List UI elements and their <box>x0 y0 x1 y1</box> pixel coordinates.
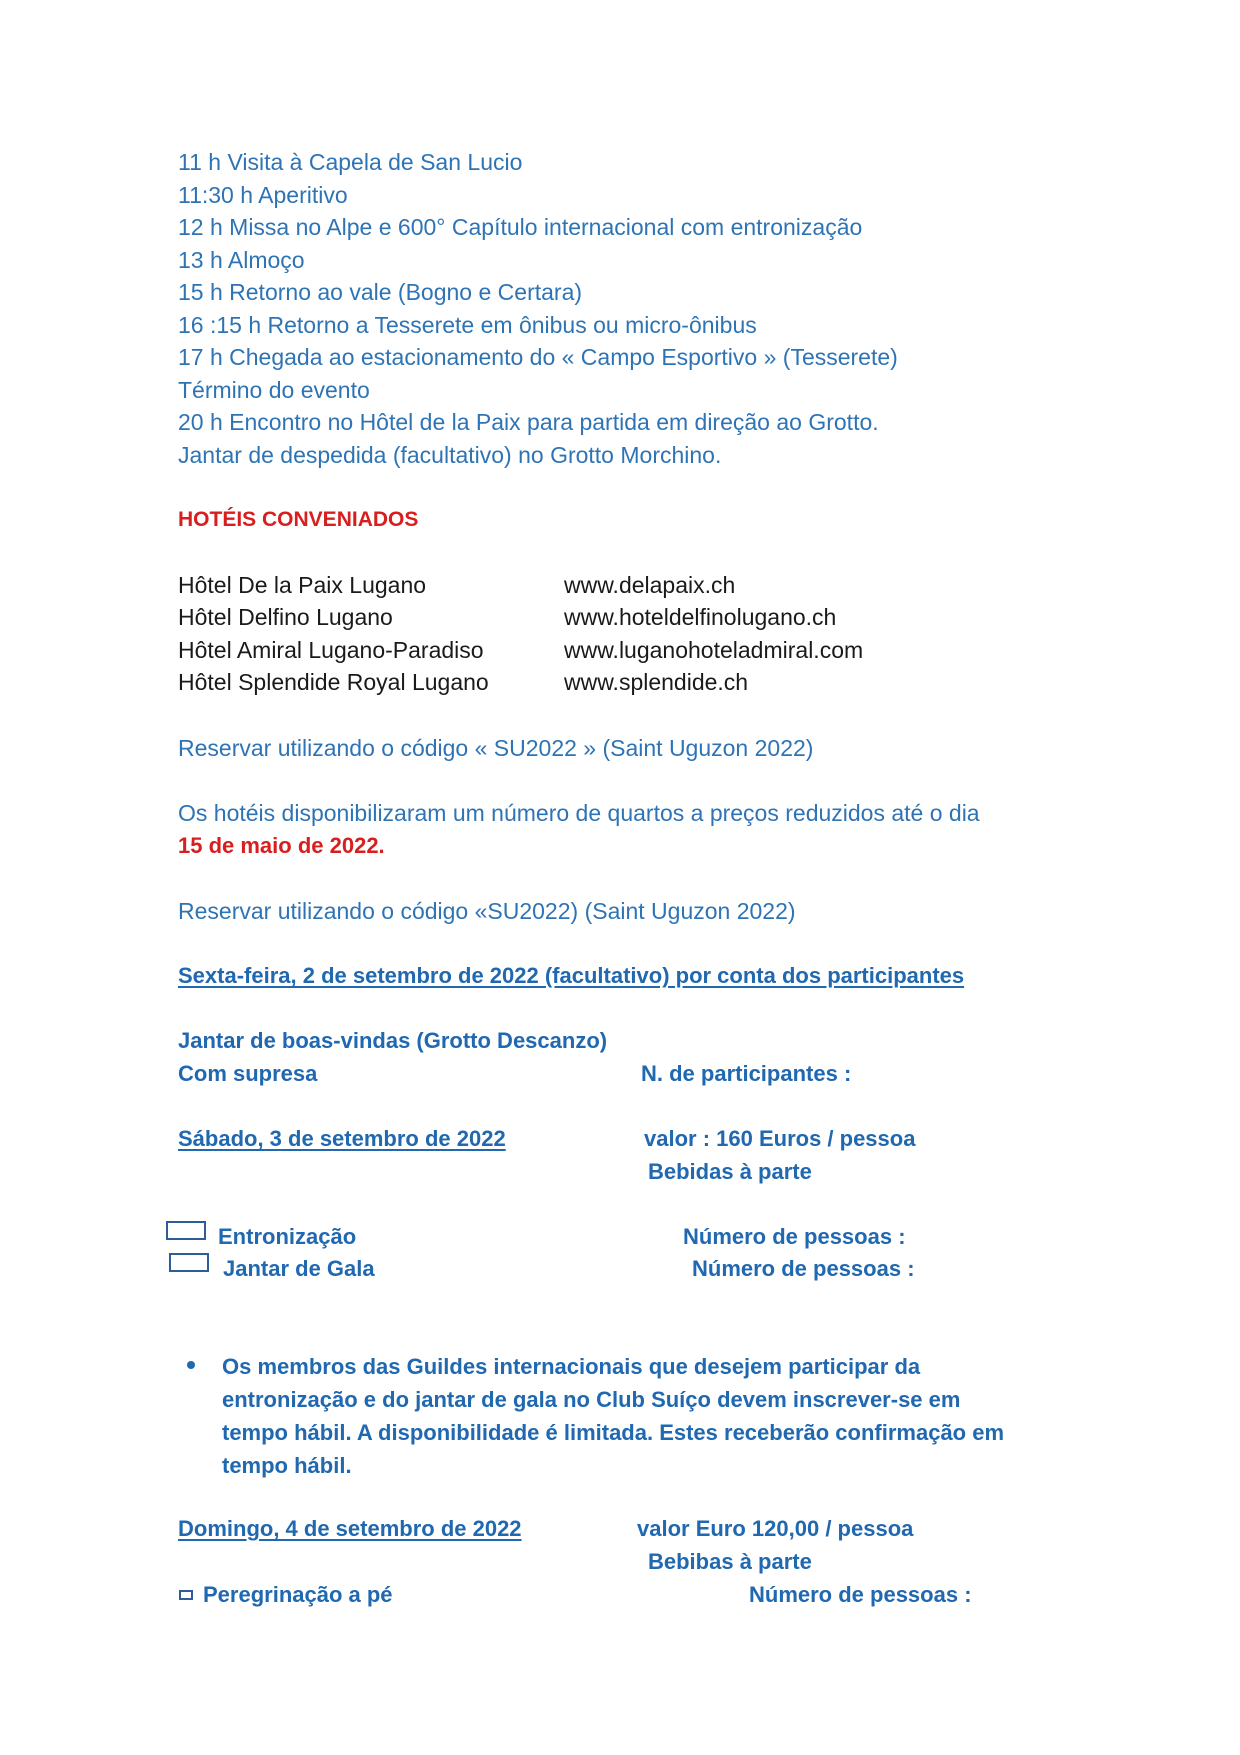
saturday-price: valor : 160 Euros / pessoa <box>644 1126 916 1151</box>
welcome-dinner-label: Jantar de boas-vindas (Grotto Descanzo) <box>178 1028 608 1053</box>
hotel-name: Hôtel Delfino Lugano <box>178 604 393 630</box>
surprise-label: Com supresa <box>178 1061 318 1086</box>
pilgrimage-label: Peregrinação a pé <box>203 1582 393 1607</box>
enthronement-checkbox[interactable] <box>166 1221 206 1240</box>
sunday-drinks-note: Bebibas à parte <box>648 1549 812 1574</box>
hotels-heading: HOTÉIS CONVENIADOS <box>178 508 419 531</box>
schedule-item: 17 h Chegada ao estacionamento do « Campo Esportivo » (Tesserete) <box>178 344 898 370</box>
hotel-name: Hôtel Amiral Lugano-Paradiso <box>178 637 484 663</box>
availability-date: 15 de maio de 2022. <box>178 833 385 858</box>
schedule-item: 12 h Missa no Alpe e 600° Capítulo internacional com entronização <box>178 214 863 240</box>
schedule-item: 13 h Almoço <box>178 247 305 273</box>
friday-heading: Sexta-feira, 2 de setembro de 2022 (facultativo) por conta dos participantes <box>178 963 965 988</box>
hotel-url[interactable]: www.delapaix.ch <box>564 572 736 598</box>
saturday-heading: Sábado, 3 de setembro de 2022 <box>178 1126 506 1151</box>
enthronement-count-label: Número de pessoas : <box>683 1224 906 1249</box>
gala-dinner-count-label: Número de pessoas : <box>692 1256 915 1281</box>
hotel-url[interactable]: www.luganohoteladmiral.com <box>564 637 864 663</box>
gala-dinner-checkbox[interactable] <box>169 1253 209 1272</box>
hotel-name: Hôtel Splendide Royal Lugano <box>178 669 489 695</box>
gala-dinner-label: Jantar de Gala <box>223 1256 375 1281</box>
pilgrimage-count-label: Número de pessoas : <box>749 1582 972 1607</box>
schedule-item: 11:30 h Aperitivo <box>178 182 348 208</box>
sunday-price: valor Euro 120,00 / pessoa <box>637 1516 914 1541</box>
schedule-item: 15 h Retorno ao vale (Bogno e Certara) <box>178 279 583 305</box>
schedule-item: Término do evento <box>178 377 370 403</box>
enthronement-label: Entronização <box>218 1224 357 1249</box>
sunday-heading: Domingo, 4 de setembro de 2022 <box>178 1516 522 1541</box>
reserve-code-note-2: Reservar utilizando o código «SU2022) (Saint Uguzon 2022) <box>178 898 796 924</box>
schedule-item: 16 :15 h Retorno a Tesserete em ônibus ou micro-ônibus <box>178 312 757 338</box>
pilgrimage-checkbox[interactable] <box>179 1590 193 1600</box>
availability-text: Os hotéis disponibilizaram um número de quartos a preços reduzidos até o dia <box>178 800 980 826</box>
schedule-item: 20 h Encontro no Hôtel de la Paix para partida em direção ao Grotto. <box>178 409 879 435</box>
schedule-item: 11 h Visita à Capela de San Lucio <box>178 149 523 175</box>
hotel-url[interactable]: www.hoteldelfinolugano.ch <box>564 604 837 630</box>
reserve-code-note: Reservar utilizando o código « SU2022 » (Saint Uguzon 2022) <box>178 735 814 761</box>
bullet-icon <box>187 1361 195 1369</box>
saturday-drinks-note: Bebidas à parte <box>648 1159 812 1184</box>
guild-members-note: Os membros das Guildes internacionais que desejem participar da entronização e do jantar de gala no Club Suíço devem inscrever-se em tempo hábil. A disponibilidade é limitada. Estes receberão confirmação em tempo hábil. <box>222 1354 1005 1478</box>
schedule-item: Jantar de despedida (facultativo) no Grotto Morchino. <box>178 442 722 468</box>
hotel-url[interactable]: www.splendide.ch <box>564 669 749 695</box>
hotel-name: Hôtel De la Paix Lugano <box>178 572 427 598</box>
participants-count-label: N. de participantes : <box>641 1061 852 1086</box>
